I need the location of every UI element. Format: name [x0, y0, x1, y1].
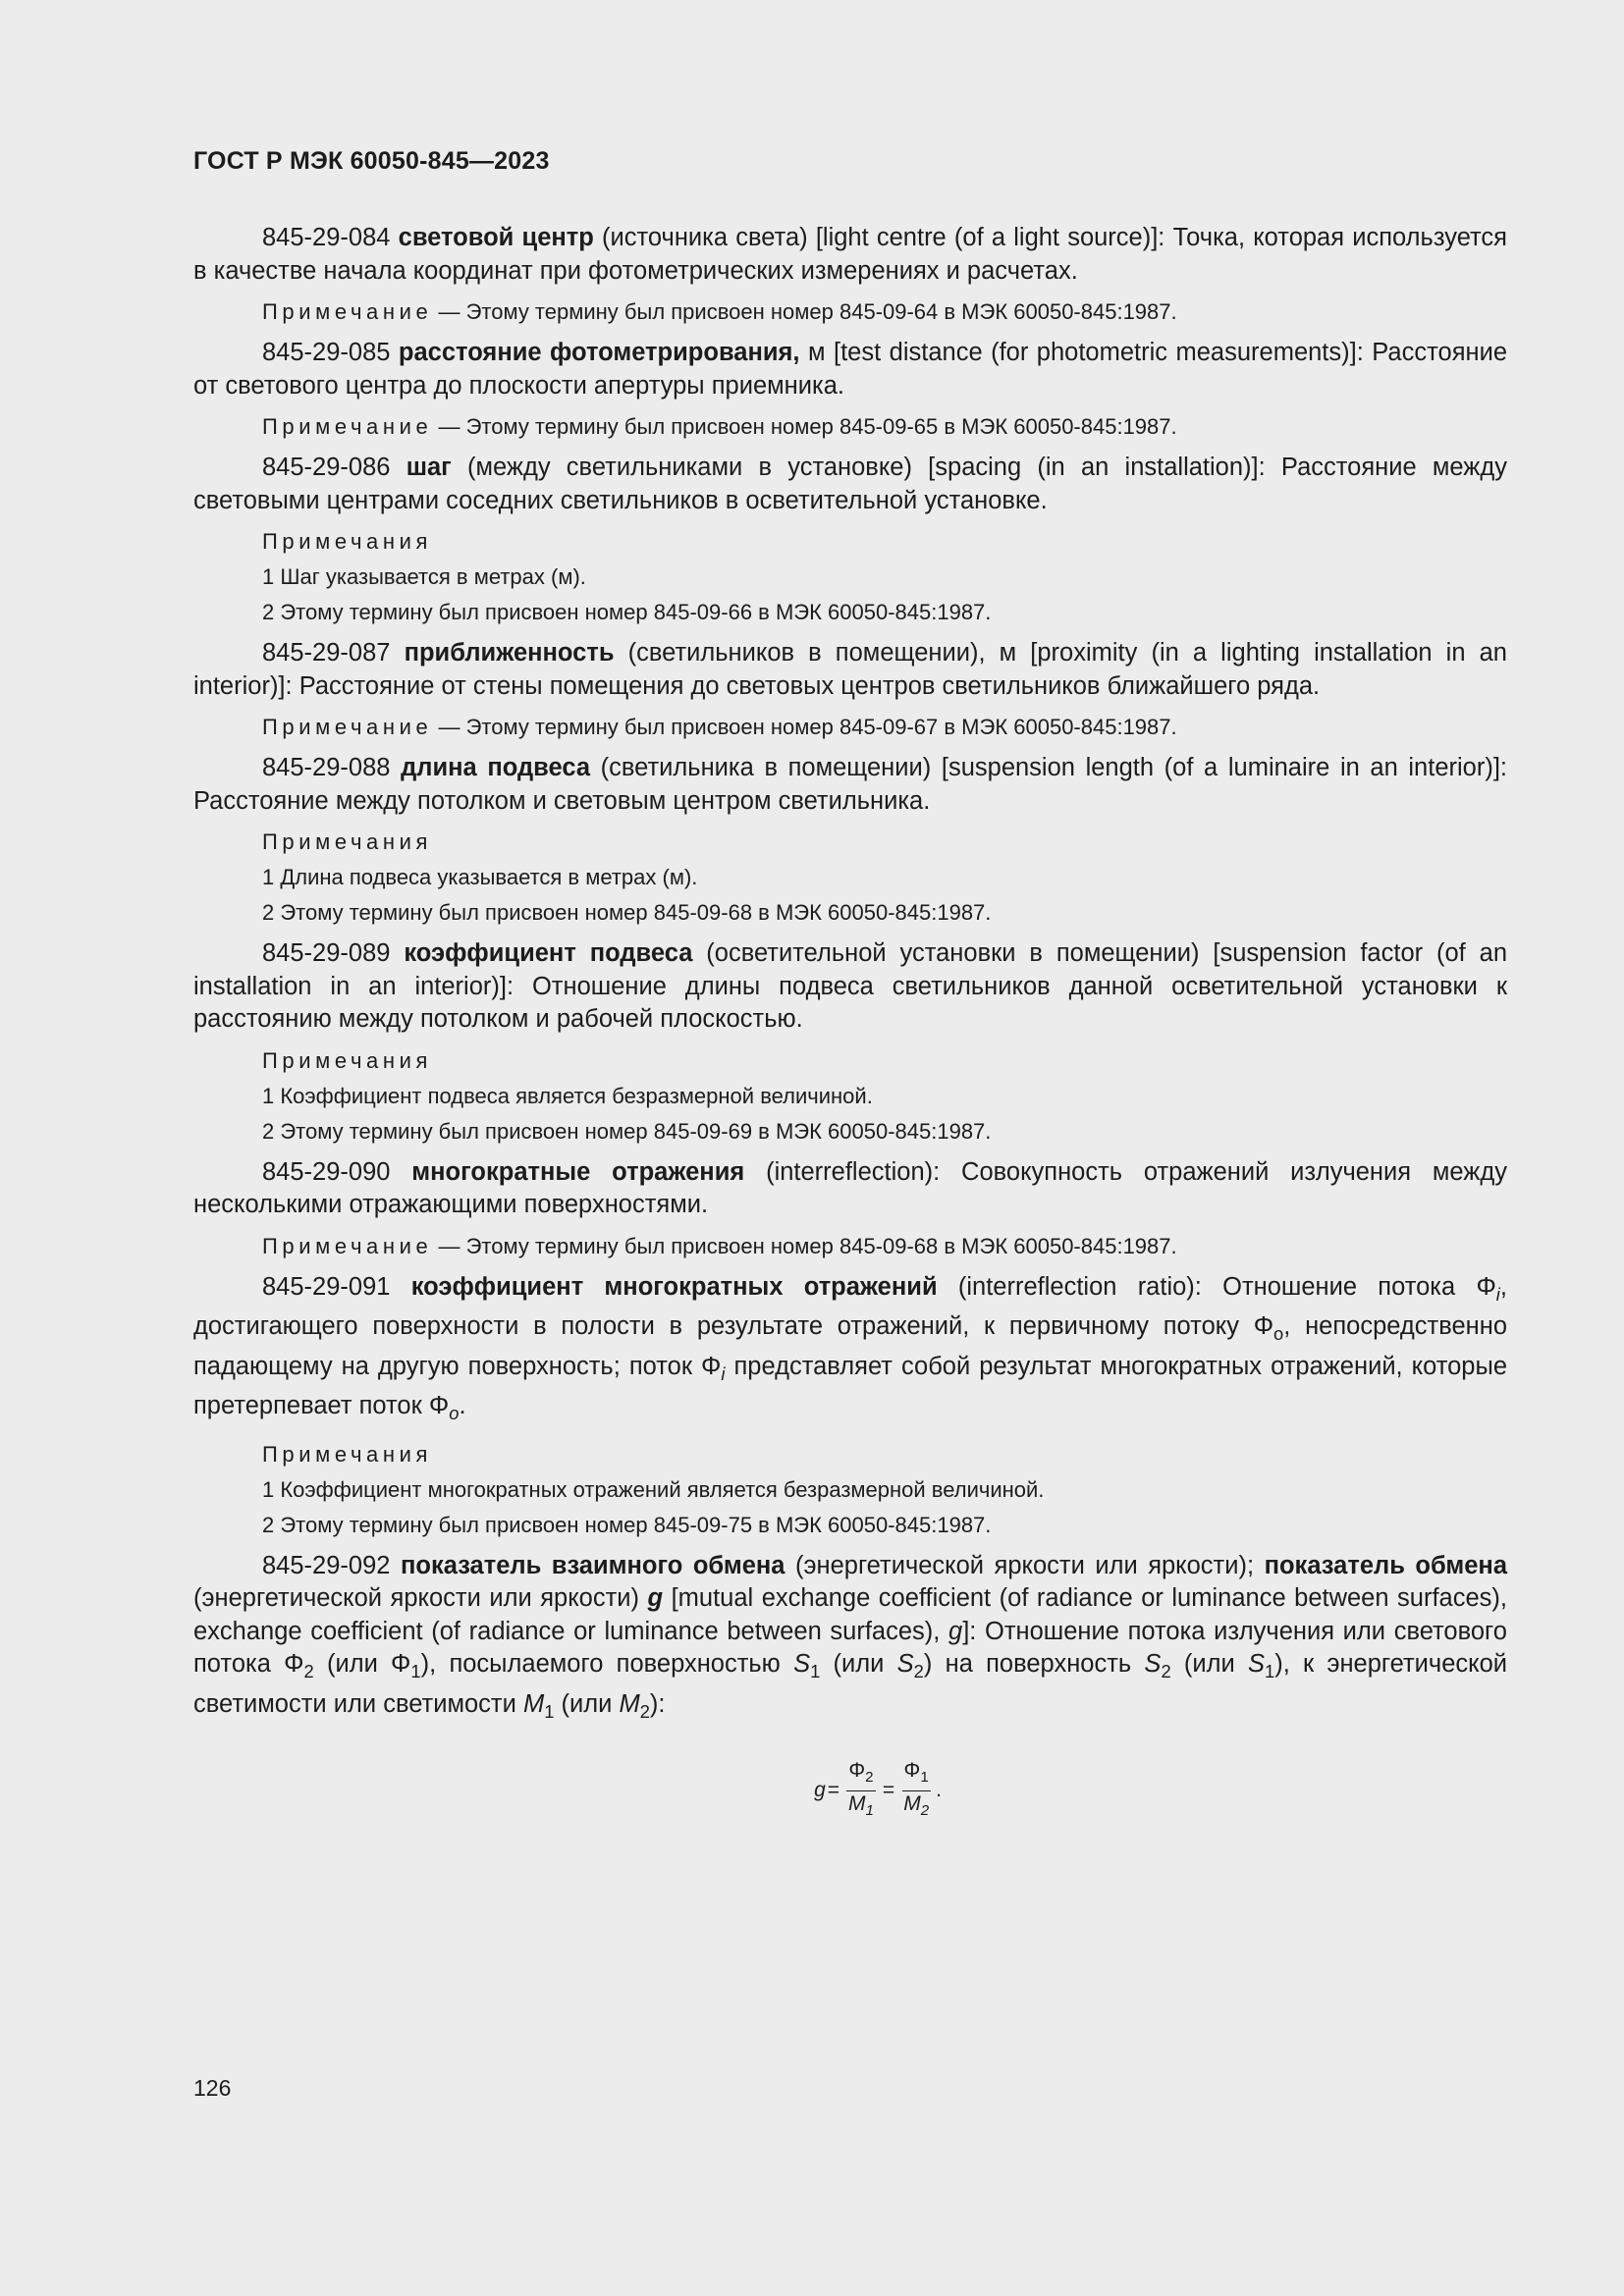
subscript: 1 [810, 1661, 821, 1682]
term-name: расстояние фотометрирования, [398, 339, 800, 366]
symbol: S [793, 1650, 811, 1679]
note-item: 2 Этому термину был присвоен номер 845-09-75 в МЭК 60050-845:1987. [262, 1512, 992, 1537]
numerator-symbol: Φ [848, 1758, 866, 1782]
fraction-denominator [846, 1791, 876, 1822]
term-number: 845-29-090 [262, 1157, 391, 1186]
term-name: длина подвеса [401, 754, 591, 781]
document-header: ГОСТ Р МЭК 60050-845—2023 [193, 147, 550, 175]
symbol: M [619, 1689, 640, 1718]
term-entry [193, 1156, 1507, 1222]
symbol: S [1248, 1650, 1266, 1679]
term-entry [193, 1271, 1507, 1430]
formula [193, 1760, 1507, 1822]
subscript: 1 [920, 1768, 929, 1786]
formula-equals: = [827, 1779, 840, 1802]
term-entry [193, 452, 1507, 517]
notes-label: Примечания [262, 529, 433, 554]
page-number: 126 [193, 2075, 232, 2101]
term-note [262, 414, 1507, 440]
fraction-numerator [902, 1760, 931, 1791]
formula-period: . [936, 1779, 942, 1802]
denominator-symbol: M [848, 1791, 866, 1815]
term-definition: , достигающего поверхности в полости в результате отражений, к первичному потоку Φ [193, 1272, 1507, 1341]
notes-label: Примечания [262, 829, 433, 854]
note-item: 1 Коэффициент подвеса является безразмерной величиной. [262, 1083, 873, 1108]
term-entry [193, 752, 1507, 818]
symbol: g [948, 1617, 963, 1645]
symbol: g [647, 1584, 664, 1613]
subscript: 2 [1161, 1661, 1171, 1682]
term-name: многократные отражения [411, 1157, 745, 1186]
term-name: коэффициент многократных отражений [410, 1272, 938, 1301]
term-definition: (или [1170, 1650, 1248, 1679]
term-note [262, 299, 1507, 325]
term-definition: ), посылаемого поверхностью [420, 1650, 794, 1679]
subscript: o [1273, 1323, 1284, 1345]
symbol: S [896, 1650, 914, 1679]
term-number: 845-29-092 [262, 1551, 391, 1579]
term-definition: представляет собой результат многократных отражений, которые претерпевает поток Φ [193, 1352, 1507, 1420]
term-entry [193, 222, 1507, 288]
term-number: 845-29-085 [262, 339, 391, 366]
term-definition: , непосредственно падающему на другую поверхность; поток Φ [193, 1312, 1507, 1380]
notes-label: Примечания [262, 1047, 433, 1073]
term-number: 845-29-089 [262, 939, 391, 967]
term-definition: (светильников в помещении), м [proximity (in a lighting installation in an interior)]: Расстояние от стены помещения до световых центров светильников ближайшего ряда. [193, 639, 1507, 700]
symbol: M [522, 1689, 545, 1718]
term-definition: ]: Отношение потока излучения или светового потока Φ [193, 1617, 1507, 1679]
term-notes [262, 1048, 1507, 1145]
numerator-symbol: Φ [903, 1758, 921, 1782]
term-definition: м [test distance (for photometric measurements)]: Расстояние от светового центра до плоскости апертуры приемника. [193, 339, 1508, 400]
term-notes [262, 829, 1507, 926]
term-name: шаг [406, 454, 452, 481]
term-number: 845-29-091 [262, 1272, 391, 1301]
subscript: 2 [920, 1801, 930, 1819]
subscript: i [721, 1362, 726, 1384]
note-text: — Этому термину был присвоен номер 845-09-64 в МЭК 60050-845:1987. [432, 299, 1177, 324]
document-body [193, 222, 1507, 1822]
subscript: 1 [1265, 1661, 1275, 1682]
subscript: 2 [303, 1661, 314, 1682]
term-definition: (энергетической яркости или яркости) [193, 1584, 648, 1613]
term-definition: (или [554, 1689, 620, 1718]
term-definition: (interreflection): Совокупность отражений излучения между несколькими отражающими поверхностями. [193, 1157, 1507, 1218]
subscript: 2 [913, 1661, 924, 1682]
term-definition: (источника света) [light centre (of a light source)]: Точка, которая используется в качестве начала координат при фотометрических измерениях и расчетах. [193, 224, 1507, 285]
note-item: 1 Шаг указывается в метрах (м). [262, 564, 586, 589]
note-label: Примечание [262, 414, 433, 439]
term-name: приближенность [404, 639, 615, 667]
note-item: 1 Коэффициент многократных отражений является безразмерной величиной. [262, 1476, 1045, 1502]
term-note [262, 715, 1507, 740]
fraction-numerator [846, 1760, 875, 1791]
term-entry [193, 1550, 1507, 1729]
note-item: 2 Этому термину был присвоен номер 845-09-68 в МЭК 60050-845:1987. [262, 900, 992, 925]
term-definition: (или [820, 1650, 897, 1679]
term-note [262, 1234, 1507, 1259]
note-label: Примечание [262, 1233, 433, 1258]
term-definition: (энергетической яркости или яркости); [785, 1551, 1265, 1579]
subscript: o [449, 1403, 460, 1424]
term-definition: (осветительной установки в помещении) [suspension factor (of an installation in an interior)]: Отношение длины подвеса светильников данной осветительной установки к расстоянию между потолком и рабочей плоскостью. [193, 939, 1508, 1033]
formula-equals: = [882, 1779, 895, 1802]
term-definition: (светильника в помещении) [suspension length (of a luminaire in an interior)]: Расстояние между потолком и световым центром светильника. [193, 754, 1507, 815]
term-definition: . [459, 1392, 466, 1420]
term-definition: ) на поверхность [923, 1650, 1145, 1679]
term-number: 845-29-086 [262, 454, 391, 481]
note-text: — Этому термину был присвоен номер 845-09-65 в МЭК 60050-845:1987. [432, 414, 1177, 439]
formula-fraction [901, 1760, 931, 1822]
subscript: 1 [544, 1701, 555, 1723]
term-notes [262, 1442, 1507, 1538]
term-number: 845-29-084 [262, 224, 391, 251]
term-definition: (между светильниками в установке) [spacing (in an installation)]: Расстояние между световыми центрами соседних светильников в осветительной установке. [193, 454, 1507, 514]
denominator-symbol: M [903, 1791, 921, 1815]
term-name: показатель обмена [1264, 1551, 1508, 1579]
term-definition: (или Φ [313, 1650, 411, 1679]
subscript: i [1495, 1283, 1500, 1305]
term-name: коэффициент подвеса [404, 939, 693, 967]
term-notes [262, 529, 1507, 625]
term-definition: (interreflection ratio): Отношение потока Φ [937, 1272, 1496, 1301]
subscript: 2 [639, 1701, 650, 1723]
fraction-denominator [901, 1791, 931, 1822]
term-entry [193, 637, 1507, 703]
note-text: — Этому термину был присвоен номер 845-09-68 в МЭК 60050-845:1987. [432, 1233, 1177, 1258]
term-name: показатель взаимного обмена [400, 1551, 785, 1579]
term-number: 845-29-087 [262, 639, 391, 667]
formula-variable: g [814, 1779, 826, 1802]
subscript: 2 [865, 1768, 874, 1786]
note-item: 2 Этому термину был присвоен номер 845-09-66 в МЭК 60050-845:1987. [262, 600, 992, 624]
note-text: — Этому термину был присвоен номер 845-09-67 в МЭК 60050-845:1987. [432, 715, 1177, 739]
symbol: S [1144, 1650, 1162, 1679]
note-label: Примечание [262, 715, 433, 739]
term-definition: [mutual exchange coefficient (of radiance or luminance between surfaces), exchange coefficient (of radiance or luminance between surfaces), [193, 1584, 1507, 1645]
term-definition: ), к энергетической светимости или светимости [193, 1650, 1507, 1718]
subscript: 1 [865, 1801, 874, 1819]
term-number: 845-29-088 [262, 754, 391, 781]
term-entry [193, 937, 1507, 1037]
formula-fraction [846, 1760, 876, 1822]
note-item: 1 Длина подвеса указывается в метрах (м). [262, 865, 698, 889]
note-label: Примечание [262, 299, 433, 324]
notes-label: Примечания [262, 1441, 433, 1467]
term-definition: ): [649, 1689, 666, 1718]
term-name: световой центр [398, 224, 594, 251]
note-item: 2 Этому термину был присвоен номер 845-09-69 в МЭК 60050-845:1987. [262, 1118, 992, 1144]
subscript: 1 [410, 1661, 421, 1682]
term-entry [193, 337, 1507, 402]
